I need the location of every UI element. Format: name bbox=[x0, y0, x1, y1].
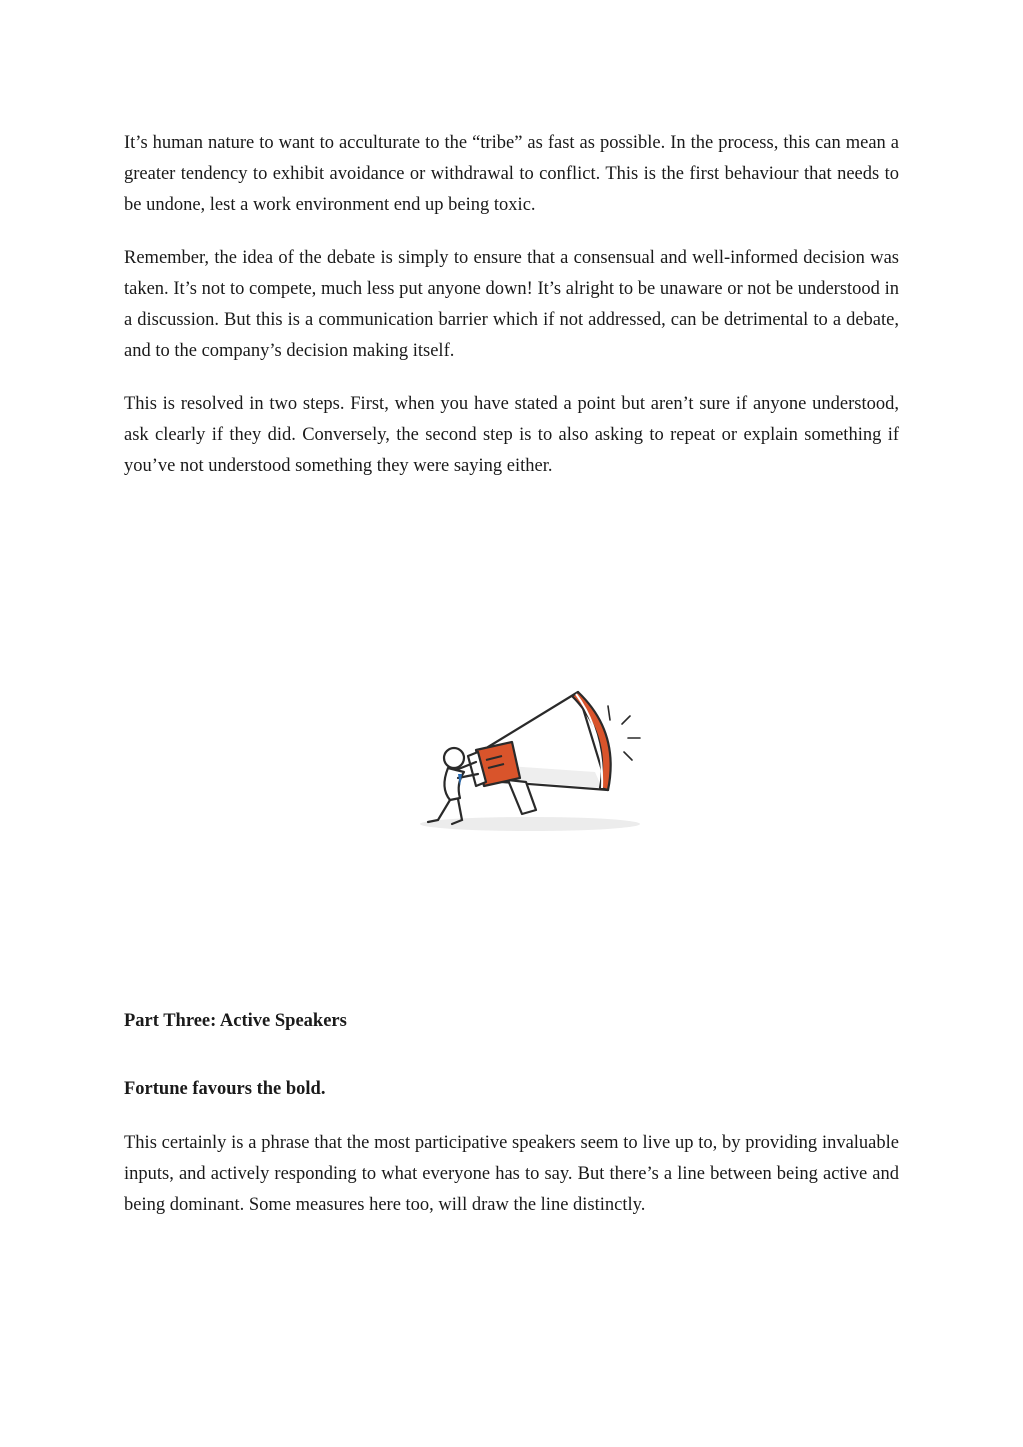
paragraph: It’s human nature to want to acculturate to the “tribe” as fast as possible. In the process, this can mean a greater tendency to exhibit avoidance or withdrawal to conflict. This is the first behaviour that needs to be undone, lest a work environment end up being toxic. bbox=[124, 133, 899, 215]
paragraph: This is resolved in two steps. First, when you have stated a point but aren’t sure if anyone understood, ask clearly if they did. Conversely, the second step is to also asking to repeat or explain something if you’ve not understood something they were saying either. bbox=[124, 394, 899, 476]
section-subtitle: Fortune favours the bold. bbox=[124, 1079, 326, 1099]
section-title: Part Three: Active Speakers bbox=[124, 1011, 347, 1031]
paragraph: Remember, the idea of the debate is simply to ensure that a consensual and well-informed decision was taken. It’s not to compete, much less put anyone down! It’s alright to be unaware or not be understood in a discussion. But this is a communication barrier which if not addressed, can be detrimental to a debate, and to the company’s decision making itself. bbox=[124, 248, 899, 361]
paragraph: This certainly is a phrase that the most participative speakers seem to live up to, by providing invaluable inputs, and actively responding to what everyone has to say. But there’s a line between being active and being dominant. Some measures here too, will draw the line distinctly. bbox=[124, 1133, 899, 1215]
megaphone-illustration bbox=[390, 662, 670, 852]
bottom-text-block bbox=[124, 1128, 899, 1243]
figure-pushing-megaphone-icon bbox=[390, 662, 670, 852]
top-text-block bbox=[124, 128, 899, 504]
